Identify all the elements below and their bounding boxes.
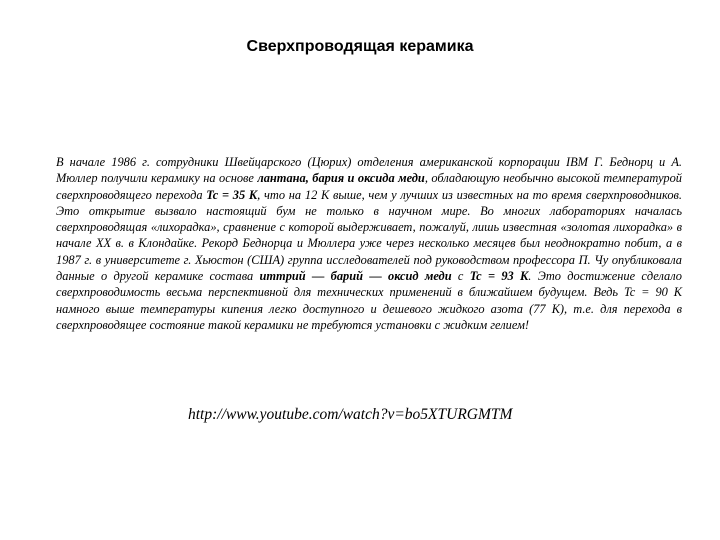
- bold-text-segment: иттрий — барий — оксид меди: [259, 269, 452, 284]
- body-paragraph: [56, 154, 682, 333]
- text-segment: , обладающую необычно высокой температурой сверхпроводящего перехода: [56, 171, 682, 202]
- text-segment: В начале 1986 г. сотрудники Швейцарского (Цюрих) отделения американской корпорации IBM Г. Беднорц и А. Мюллер получили керамику на основе: [56, 155, 682, 186]
- formula-tc-93k: Tc = 93 K: [469, 269, 529, 284]
- formula-tc-35k: Tc = 35 K: [206, 187, 258, 202]
- bold-text-segment: лантана, бария и оксида меди: [257, 171, 425, 186]
- text-segment: , что на 12 К выше, чем у лучших из известных на то время сверхпроводников. Это открытие вызвало настоящий бум не только в научном мире. Во многих лабораториях началась сверхпроводящая «лихорадка», сравнение с которой выдерживает, пожалуй, лишь известная «золотая лихорадка» в начале XX в. в Клондайке. Рекорд Беднорца и Мюллера уже через несколько месяцев был неоднократно побит, а в 1987 г. в университете г. Хьюстон (США) группа исследователей под руководством профессора П. Чу опубликовала данные о другой керамике состава: [56, 187, 682, 284]
- slide-title: Сверхпроводящая керамика: [246, 38, 474, 55]
- youtube-link[interactable]: http://www.youtube.com/watch?v=bo5XTURGMTM: [188, 406, 513, 423]
- text-segment: с: [451, 269, 470, 284]
- text-segment: . Это достижение сделало сверхпроводимость весьма перспективной для технических применений в ближайшем будущем. Ведь Tc = 90 К намного выше температуры кипения легко доступного и дешевого жидкого азота (77 К), т.е. для перехода в сверхпроводящее состояние такой керамики не требуются установки с жидким гелием!: [56, 269, 682, 332]
